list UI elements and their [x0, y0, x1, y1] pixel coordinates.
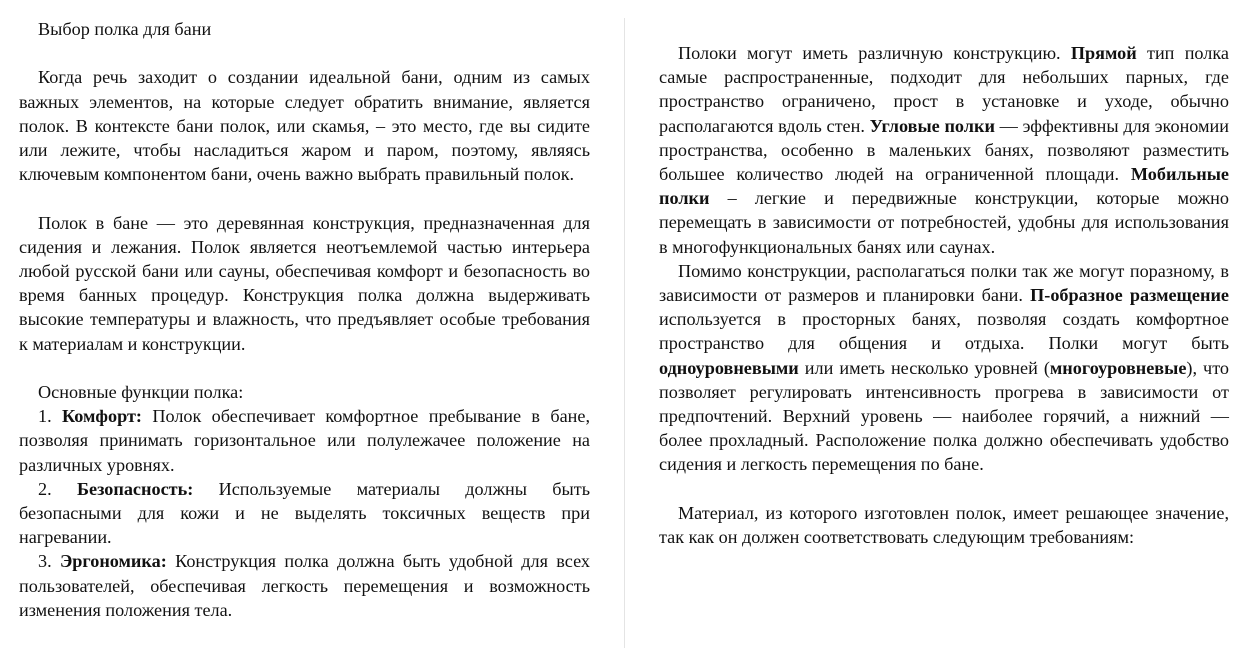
function-text: Конструкция полка должна быть удобной для всех пользователей, обеспечивая легкость перемещения и возможность изменения положения тела. [19, 551, 591, 620]
function-number: 2. [38, 478, 52, 499]
placement-text-3: или иметь несколько уровней ( [804, 357, 1050, 378]
term-single-level: одноуровневыми [659, 357, 799, 378]
term-multi-level: многоуровневые [1049, 357, 1187, 378]
function-term: Эргономика: [59, 551, 167, 572]
types-text-2: тип полка самые распространенные, подходит для небольших парных, где пространство ограничено, прост в установке и уходе, обычно располагаются вдоль стен. [659, 43, 1229, 136]
definition-paragraph: Полок в бане — это деревянная конструкция, предназначенная для сидения и лежания. Полок является неотъемлемой частью интерьера любой русской бани или сауны, обеспечивая комфорт и безопасность во время банных процедур. Конструкция полка должна выдерживать высокие температуры и влажность, что предъявляет особые требования к материалам и конструкции. [19, 212, 590, 354]
term-u-shaped: П-образное размещение [1030, 285, 1230, 306]
right-column [659, 41, 1229, 549]
placement-text-1: Помимо конструкции, располагаться полки так же могут поразному, в зависимости от размеров и планировки бани. [659, 260, 1229, 306]
term-corner: Угловые полки [869, 115, 995, 136]
function-text: Полок обеспечивает комфортное пребывание в бане, позволяя принимать горизонтальное или полулежачее положение на различных уровнях. [19, 406, 591, 475]
term-mobile: Мобильные полки [659, 164, 1229, 209]
intro-paragraph: Когда речь заходит о создании идеальной бани, одним из самых важных элементов, на которые следует обратить внимание, является полок. В контексте бани полок, или скамья, – это место, где вы сидите или лежите, чтобы насладиться жаром и паром, поэтому, являясь ключевым компонентом бани, очень важно выбрать правильный полок. [19, 67, 590, 185]
types-text-1: Полоки могут иметь различную конструкцию. [678, 43, 1061, 63]
placement-text-4: ), что позволяет регулировать интенсивность прогрева в зависимости от предпочтений. Верхний уровень — наиболее горячий, а нижний — более прохладный. Расположение полка должно обеспечивать удобство сидения и легкость перемещения по бане. [659, 357, 1229, 475]
types-text-4: – легкие и передвижные конструкции, которые можно перемещать в зависимости от потребностей, удобны для использования в многофункциональных банях или саунах. [659, 188, 1230, 257]
function-number: 1. [38, 406, 52, 427]
placement-paragraph [659, 259, 1229, 477]
function-item-ergonomics [19, 549, 590, 622]
term-straight: Прямой [1070, 43, 1137, 63]
function-item-safety [19, 477, 590, 550]
function-item-comfort [19, 404, 590, 477]
function-text: Используемые материалы должны быть безопасными для кожи и не выделять токсичных веществ при нагревании. [19, 478, 591, 548]
document-title: Выбор полка для бани [38, 19, 212, 39]
types-paragraph [659, 41, 1229, 259]
functions-heading: Основные функции полка: [38, 382, 244, 402]
placement-text-2: используется в просторных банях, позволяя создать комфортное пространство для общения и отдыха. Полки могут быть [659, 309, 1229, 354]
column-divider [624, 18, 625, 648]
material-paragraph: Материал, из которого изготовлен полок, имеет решающее значение, так как он должен соответствовать следующим требованиям: [659, 502, 1229, 548]
function-number: 3. [38, 551, 52, 572]
left-column [19, 17, 590, 622]
function-term: Безопасность: [76, 478, 194, 499]
types-text-3: — эффективны для экономии пространства, особенно в маленьких банях, позволяют разместить большее количество людей на ограниченной площади. [659, 115, 1230, 185]
function-term: Комфорт: [62, 406, 142, 427]
